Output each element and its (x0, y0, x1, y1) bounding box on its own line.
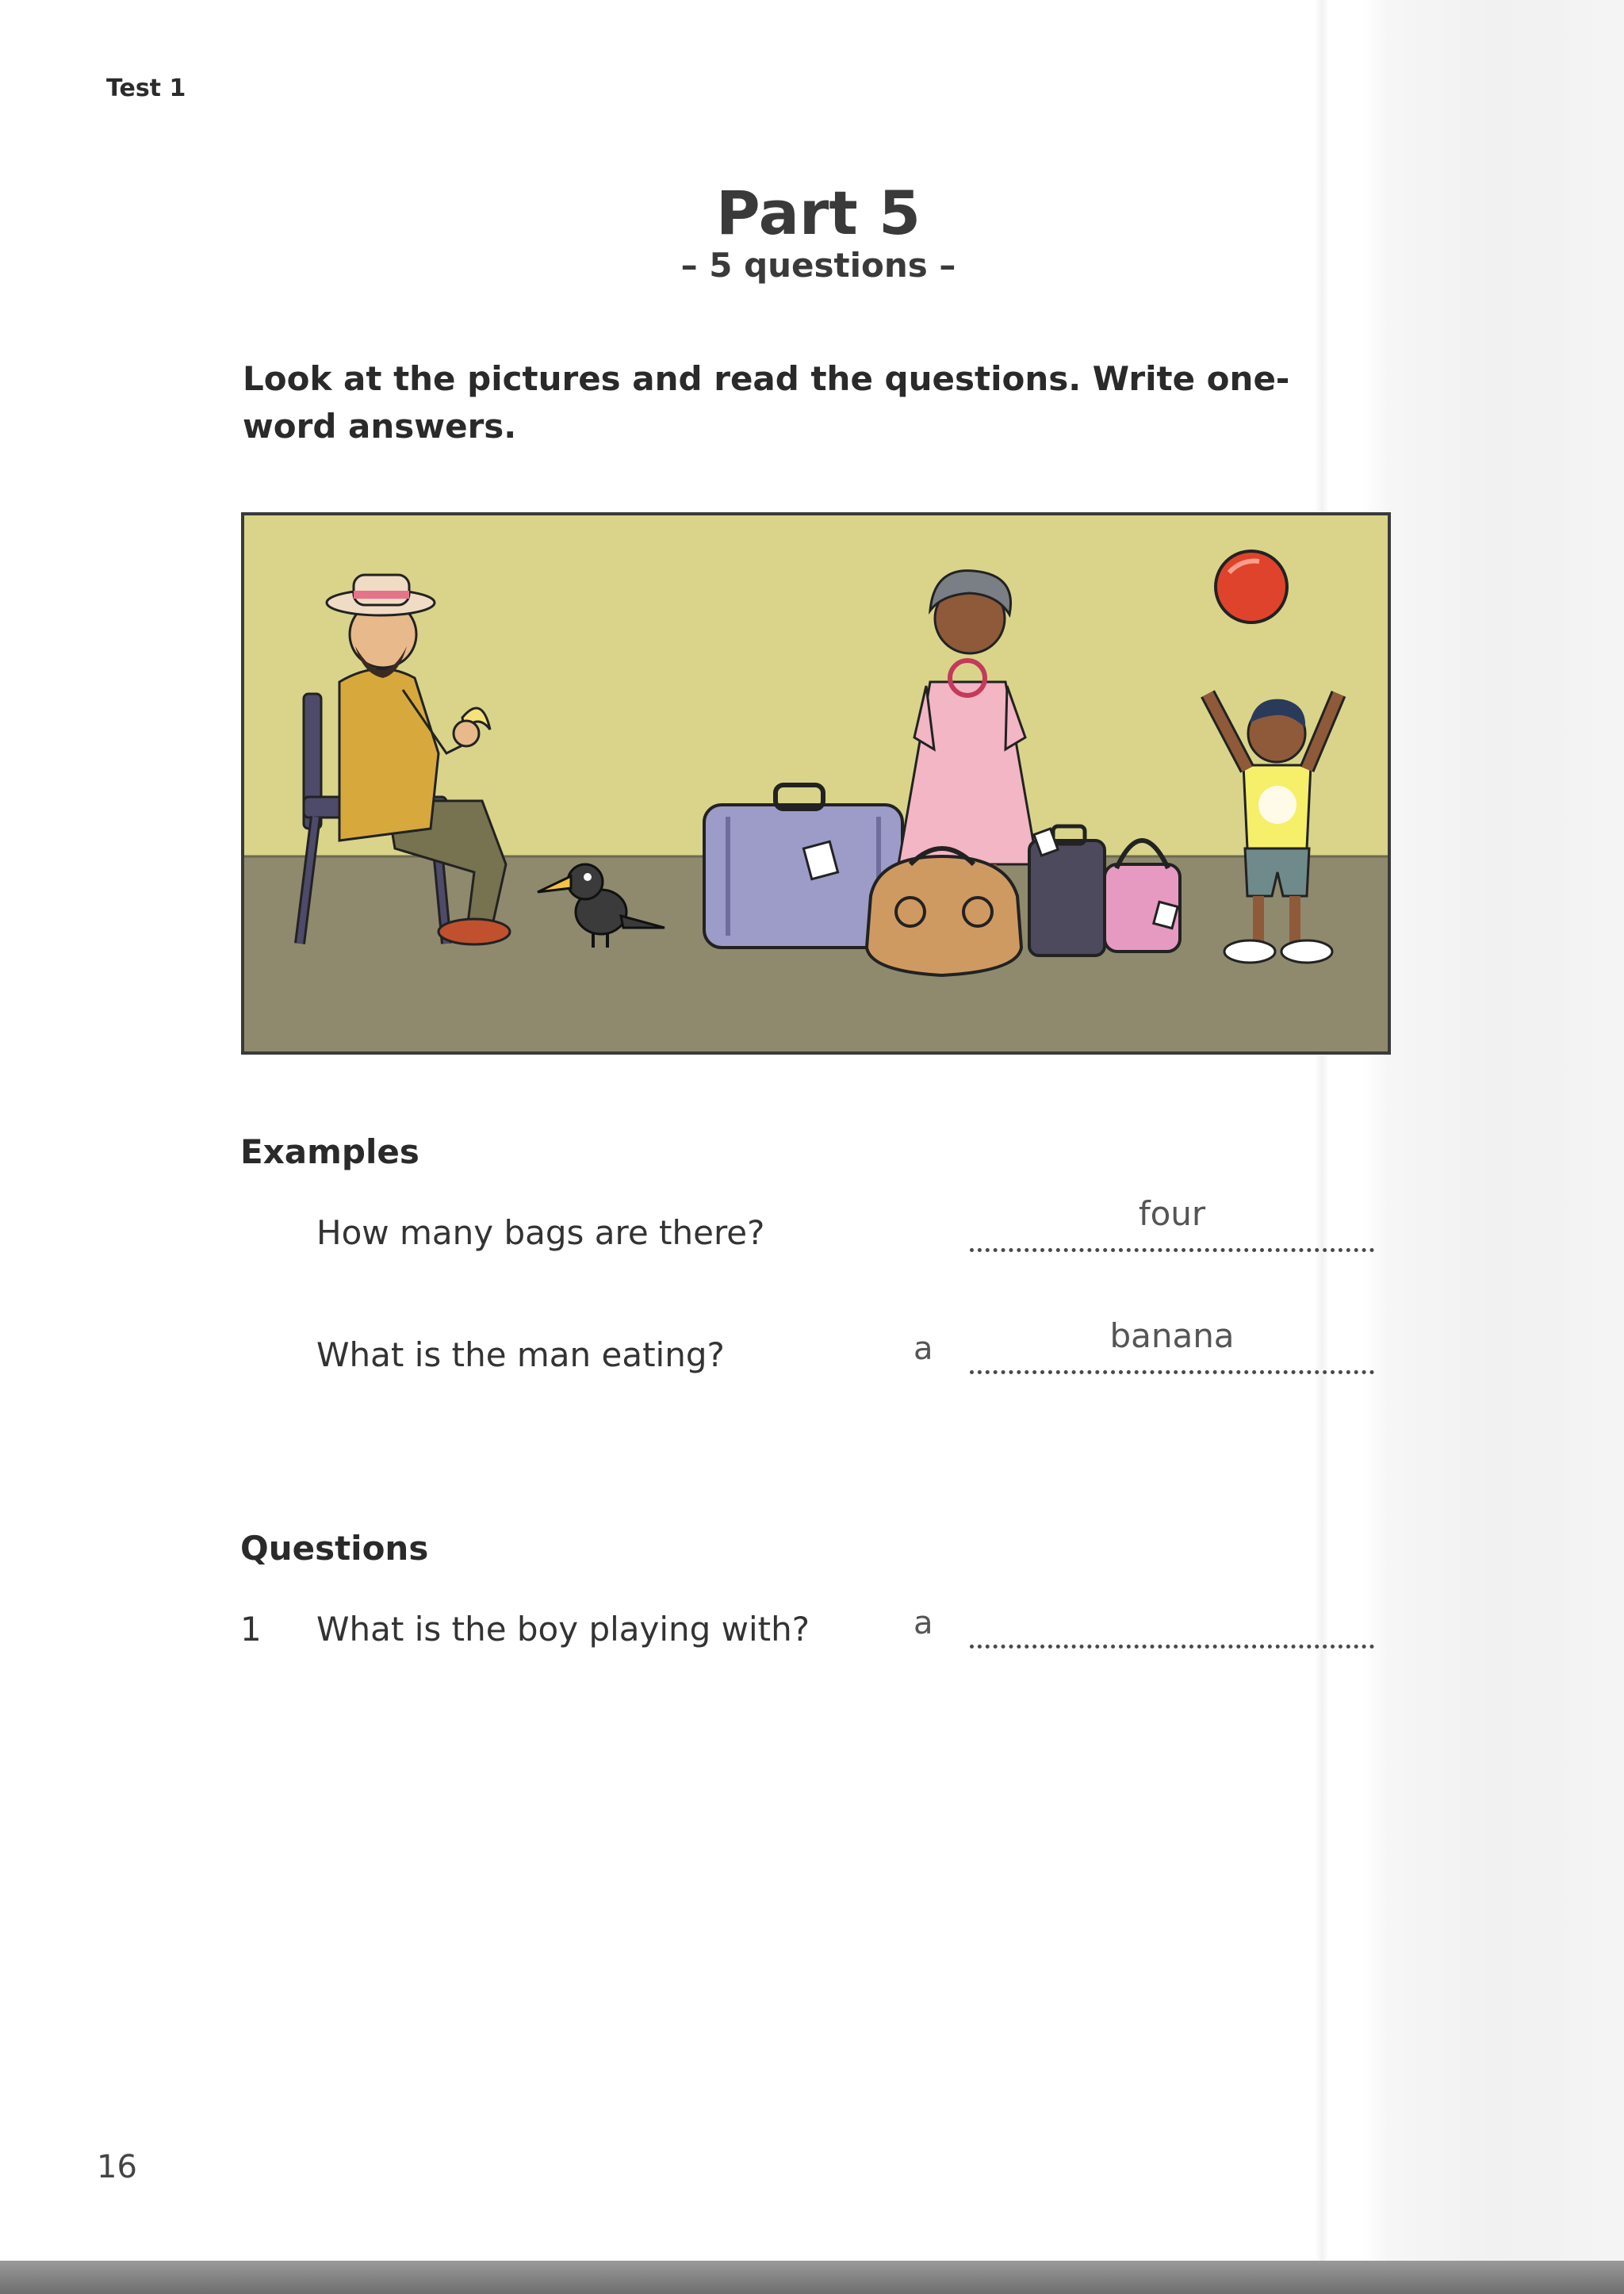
example-row (240, 1316, 1382, 1399)
example-question: What is the man eating? (316, 1335, 725, 1374)
page-fold (1315, 0, 1329, 2294)
question-text: What is the boy playing with? (316, 1610, 810, 1649)
part-subtitle: – 5 questions – (680, 246, 956, 285)
answer-article: a (914, 1605, 933, 1641)
question-number: 1 (240, 1610, 262, 1649)
questions-heading: Questions (240, 1529, 429, 1568)
small-case-icon (1029, 826, 1105, 956)
running-head: Test 1 (106, 75, 186, 102)
example-row (240, 1194, 1382, 1277)
example-answer: four (1138, 1194, 1206, 1233)
scene-illustration (241, 512, 1391, 1055)
part-title: Part 5 (715, 178, 921, 248)
instruction-text: Look at the pictures and read the questions. Write one-word answers. (243, 359, 1290, 446)
examples-heading: Examples (240, 1132, 419, 1171)
example-question: How many bags are there? (316, 1213, 765, 1252)
answer-line (970, 1362, 1374, 1374)
answer-line (970, 1240, 1374, 1252)
answer-line (970, 1637, 1374, 1649)
page-number: 16 (97, 2149, 137, 2185)
answer-article: a (914, 1331, 933, 1367)
page-edge-shading (1362, 0, 1624, 2294)
example-answer: banana (1109, 1316, 1235, 1355)
question-row (240, 1605, 1382, 1673)
scan-bottom-edge (0, 2261, 1624, 2294)
ball-icon (1216, 551, 1287, 622)
